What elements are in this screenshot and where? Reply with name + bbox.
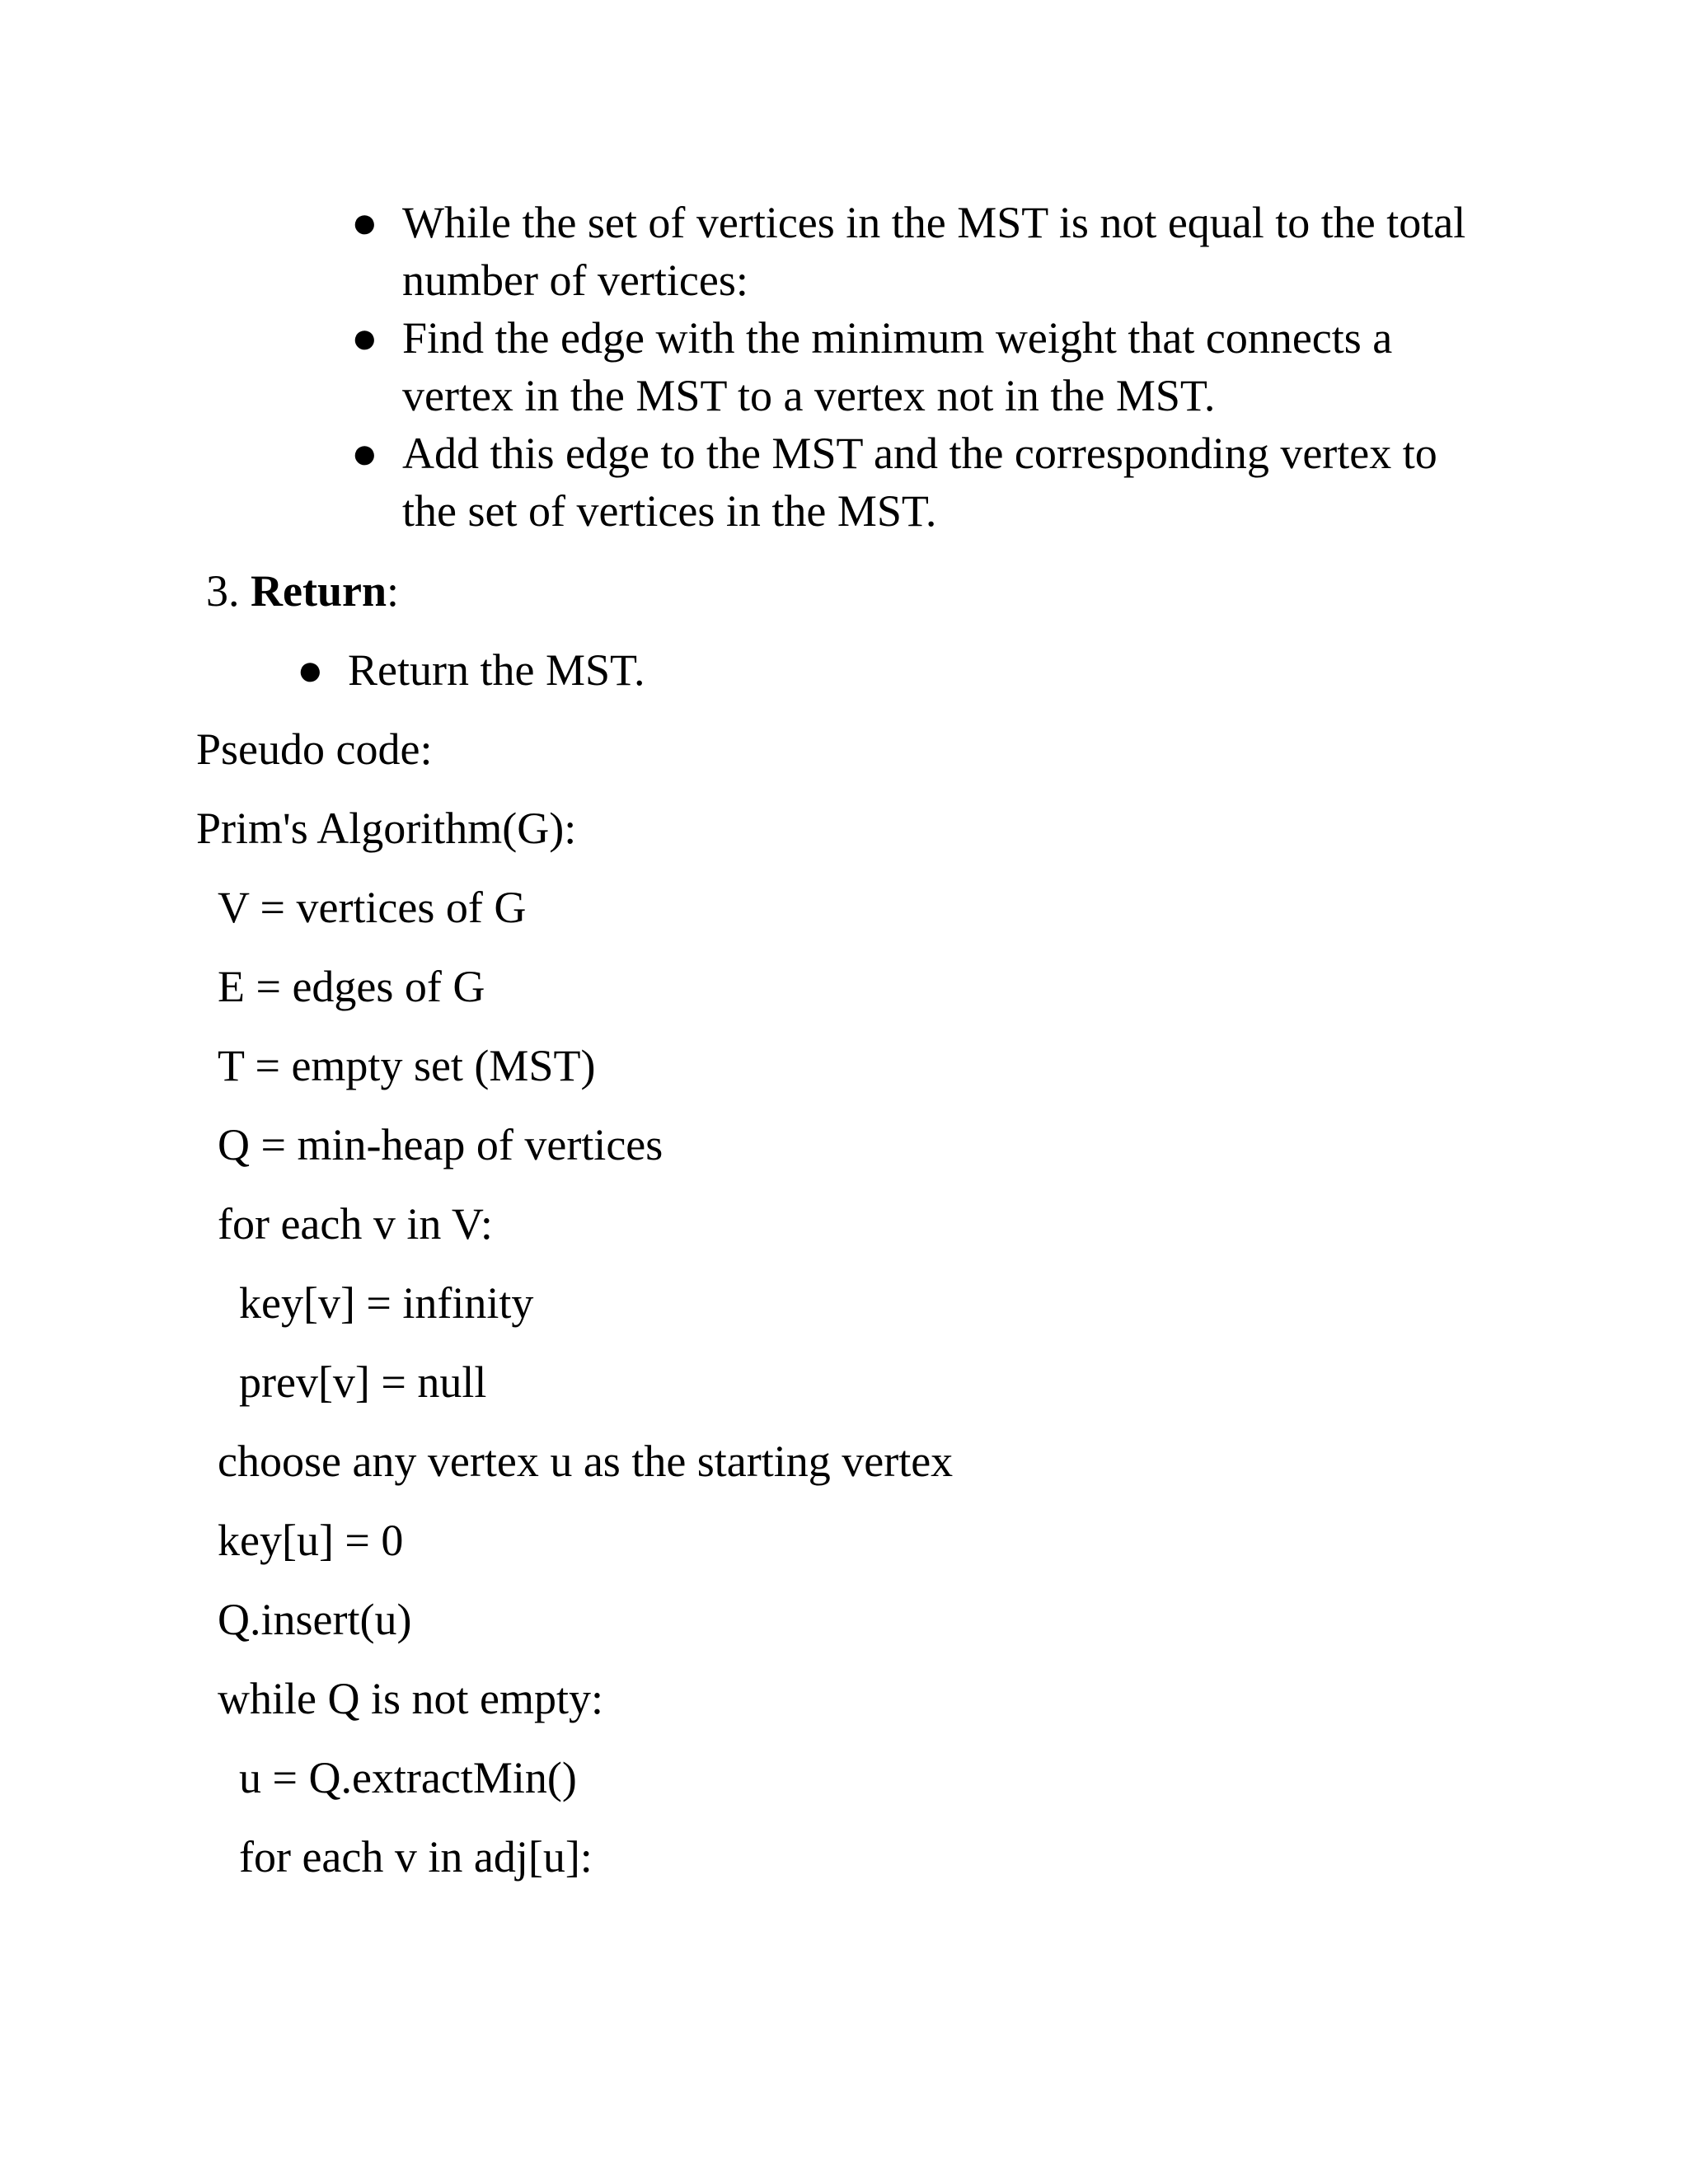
step-3-heading xyxy=(206,562,399,620)
bullet-icon: ● xyxy=(297,645,324,695)
bullet-2-line-1: Find the edge with the minimum weight that connects a xyxy=(402,313,1393,363)
step-3-colon: : xyxy=(386,566,399,616)
step-3-label: Return xyxy=(251,566,387,616)
bullet-icon: ● xyxy=(351,429,378,478)
bullet-1-line-1: While the set of vertices in the MST is not equal to the total xyxy=(402,198,1466,247)
code-line-5: Q = min-heap of vertices xyxy=(218,1120,663,1169)
code-line-11: Q.insert(u) xyxy=(218,1595,412,1644)
code-line-10: key[u] = 0 xyxy=(218,1516,404,1565)
bullet-3-line-1: Add this edge to the MST and the corresponding vertex to xyxy=(402,429,1437,478)
code-line-14: for each v in adj[u]: xyxy=(239,1832,593,1882)
code-line-8: prev[v] = null xyxy=(239,1357,487,1407)
code-line-6: for each v in V: xyxy=(218,1199,493,1249)
step-3-number: 3. xyxy=(206,566,240,616)
step-3-bullet: Return the MST. xyxy=(348,645,645,695)
code-line-9: choose any vertex u as the starting vertex xyxy=(218,1436,954,1486)
bullet-1-line-2: number of vertices: xyxy=(402,255,748,305)
code-line-12: while Q is not empty: xyxy=(218,1674,603,1723)
pseudo-code-heading: Pseudo code: xyxy=(196,724,433,774)
bullet-2-line-2: vertex in the MST to a vertex not in the MST. xyxy=(402,371,1216,420)
code-line-1: Prim's Algorithm(G): xyxy=(196,804,577,853)
code-line-13: u = Q.extractMin() xyxy=(239,1753,577,1802)
code-line-7: key[v] = infinity xyxy=(239,1278,534,1328)
bullet-icon: ● xyxy=(351,198,378,247)
code-line-3: E = edges of G xyxy=(218,962,485,1011)
bullet-icon: ● xyxy=(351,313,378,363)
bullet-3-line-2: the set of vertices in the MST. xyxy=(402,486,937,536)
code-line-2: V = vertices of G xyxy=(218,883,527,932)
code-line-4: T = empty set (MST) xyxy=(218,1041,596,1090)
